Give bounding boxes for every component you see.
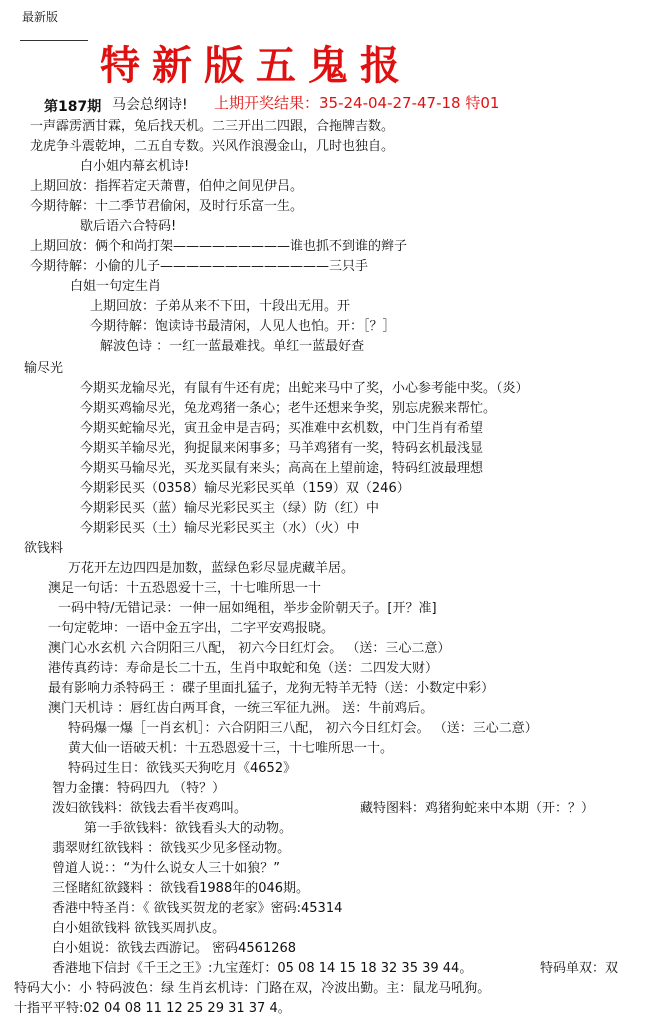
- line-24: 澳足一句话：十五恐恩爱十三，十七唯所思一十: [48, 581, 322, 596]
- line-42: 白小姐欲钱料 欲钱买周扒皮。: [52, 921, 226, 936]
- line-8: 今期待解：小偷的儿子—————————————三只手: [30, 259, 369, 274]
- line-19: 今期彩民买（0358）输尽光彩民买单（159）双（246）: [80, 481, 410, 496]
- line-7: 上期回放：俩个和尚打架—————————谁也抓不到谁的辫子: [30, 239, 408, 254]
- line-45: 特码单双：双: [540, 961, 619, 976]
- line-11: 今期待解：饱读诗书最清闲，人见人也怕。开：［？］: [90, 319, 396, 334]
- line-44: 香港地下信封《千王之王》:九宝莲灯：05 08 14 15 18 32 35 39 44。: [52, 961, 473, 976]
- tag-underline: [20, 40, 88, 41]
- issue-number: 第187期: [44, 99, 102, 115]
- line-21: 今期彩民买（土）输尽光彩民买主（水）（火）中: [80, 521, 360, 536]
- line-20: 今期彩民买（蓝）输尽光彩民买主（绿）防（红）中: [80, 501, 380, 516]
- line-23: 万花开左边四四是加数，蓝绿色彩尽显虎藏羊居。: [68, 561, 355, 576]
- line-12: 解波色诗 ：一红一蓝最难找。单红一蓝最好查: [100, 339, 365, 354]
- line-37: 第一手欲钱料：欲钱看头大的动物。: [84, 821, 293, 836]
- line-38: 翡翠财红欲钱料 ：欲钱买少见多怪动物。: [52, 841, 291, 856]
- line-5: 今期待解：十二季节君偷闲，及时行乐富一生。: [30, 199, 304, 214]
- section-heading: 白小姐内幕玄机诗!: [80, 159, 190, 174]
- line-2: 龙虎争斗震乾坤，二五自专数。兴风作浪漫金山，几时也独自。: [30, 139, 395, 154]
- line-40: 三怪睹紅欲錢料 ：欲钱看1988年的046期。: [52, 881, 310, 896]
- line-46: 特码大小：小 特码波色：绿 生肖玄机诗：门路在双，冷波出勤。主：鼠龙马吼狗。: [14, 981, 491, 996]
- line-41: 香港中特圣肖：《 欲钱买贺龙的老家》密码:45314: [52, 901, 343, 916]
- line-33: 特码过生日：欲钱买天狗吃月《4652》: [68, 761, 297, 776]
- line-28: 港传真药诗：寿命是长二十五，生肖中取蛇和兔（送：二四发大财）: [48, 661, 439, 676]
- line-35: 泼妇欲钱料：欲钱去看半夜鸡叫。: [52, 801, 248, 816]
- line-18: 今期买马输尽光，买龙买鼠有来头；高高在上望前途，特码红波最理想: [80, 461, 484, 476]
- line-10: 上期回放：子弟从来不下田，十段出无用。开: [90, 299, 351, 314]
- section-heading: 欲钱料: [24, 541, 64, 556]
- line-17: 今期买羊输尽光，狗捉鼠来闲事多；马羊鸡猪有一奖，特码玄机最浅显: [80, 441, 484, 456]
- poem-heading: 马会总纲诗!: [112, 97, 188, 113]
- line-27: 澳门心水玄机 六合阴阳三八配， 初六今日红灯会。 （送：三心二意）: [48, 641, 451, 656]
- line-43: 白小姐说：欲钱去西游记。 密码4561268: [52, 941, 297, 956]
- line-32: 黄大仙一语破天机：十五恐恩爱十三，十七唯所思一十。: [68, 741, 394, 756]
- section-heading: 输尽光: [24, 361, 64, 376]
- line-31: 特码爆一爆［一肖玄机］：六合阴阳三八配， 初六今日红灯会。 （送：三心二意）: [68, 721, 538, 736]
- line-29: 最有影响力杀特码王 ：碟子里面扎猛子，龙狗无特羊无特（送：小数定中彩）: [48, 681, 495, 696]
- section-heading: 歇后语六合特码!: [80, 219, 177, 234]
- line-16: 今期买蛇输尽光，寅丑金申是吉码；买准难中玄机数，中门生肖有希望: [80, 421, 484, 436]
- line-1: 一声霹雳洒甘霖，兔后找天机。二三开出二四跟，合拖牌吉数。: [30, 119, 395, 134]
- last-result: 上期开奖结果：35-24-04-27-47-18 特01: [214, 94, 500, 112]
- line-36: 藏特图料：鸡猪狗蛇来中本期（开：？）: [360, 801, 595, 816]
- line-4: 上期回放：指挥若定天萧曹，伯仲之间见伊吕。: [30, 179, 304, 194]
- edition-tag: 最新版: [22, 10, 59, 24]
- page-title: 特新版五鬼报: [100, 42, 412, 89]
- line-14: 今期买龙输尽光，有鼠有牛还有虎；出蛇来马中了奖，小心参考能中奖。（炎）: [80, 381, 529, 396]
- line-26: 一句定乾坤：一语中金五字出，二字平安鸡报晓。: [48, 621, 335, 636]
- line-15: 今期买鸡输尽光，兔龙鸡猪一条心；老牛还想来争奖，别忘虎猴来帮忙。: [80, 401, 497, 416]
- section-heading: 白姐一句定生肖: [70, 279, 162, 294]
- line-39: 曾道人说：：“为什么说女人三十如狼？”: [52, 861, 280, 876]
- line-34: 智力金攘：特码四九 （特？）: [52, 781, 226, 796]
- line-25: 一码中特/无错记录：一伸一屈如绳租，举步金阶朝天子。[开？准]: [58, 601, 437, 616]
- line-47: 十指平平特:02 04 08 11 12 25 29 31 37 4。: [14, 1001, 291, 1016]
- line-30: 澳门天机诗 ：唇红齿白两耳食，一统三军征九洲。 送：牛前鸡后。: [48, 701, 434, 716]
